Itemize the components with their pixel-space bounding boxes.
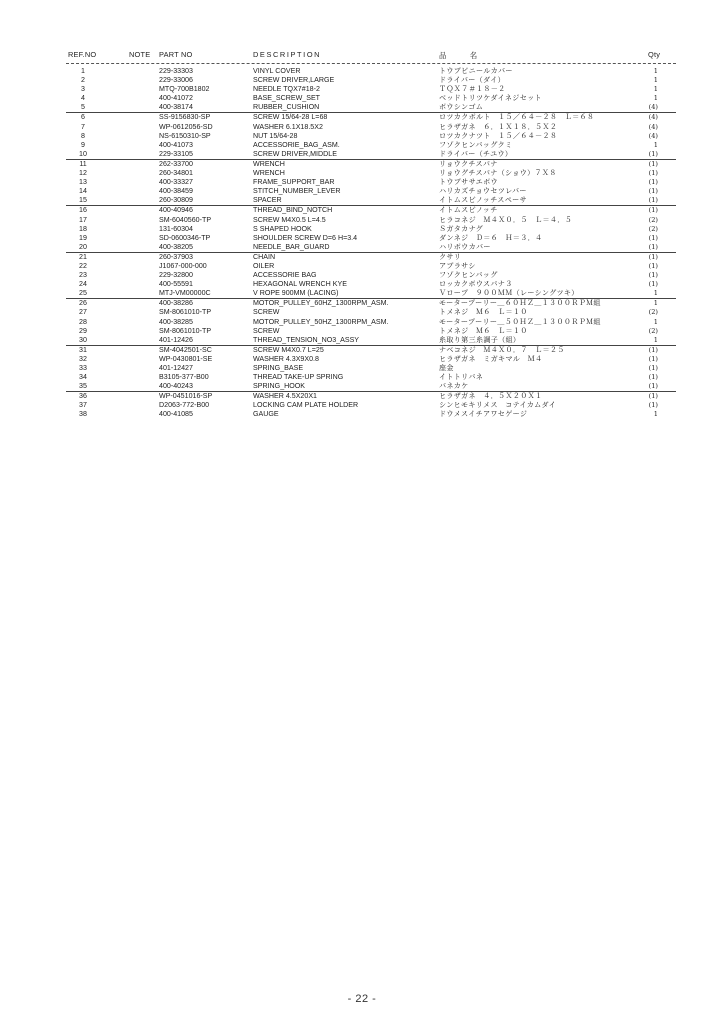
japanese-name-cell: イトムスビノッチ — [439, 206, 498, 215]
part-no-cell: WP-0451016-SP — [159, 392, 213, 401]
part-no-cell: 260-34801 — [159, 169, 193, 178]
ref-no-cell: 8 — [81, 131, 85, 140]
table-row — [0, 103, 724, 112]
ref-no-cell: 35 — [79, 382, 87, 391]
table-row — [0, 169, 724, 178]
table-row — [66, 159, 676, 169]
qty-cell: 1 — [653, 289, 658, 298]
qty-cell: 1 — [653, 76, 658, 85]
description-cell: LOCKING CAM PLATE HOLDER — [253, 401, 359, 410]
japanese-name-cell: ＴＱＸ７＃１８－２ — [439, 85, 506, 94]
qty-cell: (2) — [648, 215, 658, 224]
table-row — [0, 94, 724, 103]
japanese-name-cell: ヒラザガネ ミガキマル Ｍ４ — [439, 354, 543, 363]
table-row — [0, 196, 724, 205]
table-row — [0, 187, 724, 196]
ref-no-cell: 4 — [81, 94, 85, 103]
description-cell: THREAD TAKE-UP SPRING — [253, 373, 344, 382]
qty-cell: 1 — [653, 335, 658, 344]
japanese-name-cell: ナベコネジ Ｍ４Ｘ０．７ Ｌ＝２５ — [439, 345, 565, 354]
description-cell: SCREW 15/64-28 L=68 — [253, 113, 328, 122]
japanese-name-cell: ボウシンゴム — [439, 103, 484, 112]
description-cell: ACCESSORIE_BAG_ASM. — [253, 140, 340, 149]
japanese-name-cell: リョウグチスパナ（ショウ）７Ｘ８ — [439, 169, 557, 178]
ref-no-cell: 36 — [79, 392, 87, 401]
table-row — [66, 345, 676, 355]
japanese-name-cell: トウブビニールカバー — [439, 67, 513, 75]
japanese-name-cell: モータープーリー＿５０ＨＺ＿１３００ＲＰＭ組 — [439, 317, 601, 326]
ref-no-cell: 31 — [79, 345, 87, 354]
japanese-name-cell: Ｖロープ ９００ＭＭ（レーシングツキ） — [439, 289, 579, 298]
qty-cell: (2) — [648, 224, 658, 233]
japanese-name-cell: ハリカズチョウセツレバー — [439, 187, 527, 196]
ref-no-cell: 27 — [79, 308, 87, 317]
header-qty: Qty — [648, 50, 661, 59]
qty-cell: (1) — [648, 159, 658, 168]
japanese-name-cell: 座金 — [439, 364, 454, 372]
japanese-name-cell: イトムスビノッチスペーサ — [439, 196, 527, 205]
ref-no-cell: 24 — [79, 280, 87, 289]
qty-cell: (1) — [648, 252, 658, 261]
description-cell: SCREW — [253, 326, 280, 335]
part-no-cell: NS-6150310-SP — [159, 131, 211, 140]
description-cell: THREAD_TENSION_NO3_ASSY — [253, 335, 360, 344]
description-cell: WASHER 6.1X18.5X2 — [253, 122, 323, 131]
qty-cell: (1) — [648, 233, 658, 242]
header-ref-no: REF.NO — [68, 50, 97, 59]
ref-no-cell: 1 — [81, 67, 85, 75]
description-cell: HEXAGONAL WRENCH KYE — [253, 280, 347, 289]
table-row — [0, 262, 724, 271]
part-no-cell: 400-38205 — [159, 242, 193, 251]
qty-cell: (1) — [648, 169, 658, 178]
ref-no-cell: 3 — [81, 85, 85, 94]
part-no-cell: 400-40946 — [159, 206, 193, 215]
part-no-cell: 400-41073 — [159, 140, 193, 149]
header-divider — [66, 63, 676, 64]
table-row — [0, 132, 724, 141]
table-row — [0, 123, 724, 132]
table-row — [0, 150, 724, 159]
part-no-cell: 400-38459 — [159, 187, 193, 196]
part-no-cell: 260-37903 — [159, 252, 193, 261]
part-no-cell: SM-8061010-TP — [159, 326, 212, 335]
part-no-cell: 229-32800 — [159, 271, 193, 280]
description-cell: WASHER 4.5X20X1 — [253, 392, 318, 401]
table-header — [0, 50, 724, 62]
ref-no-cell: 34 — [79, 373, 87, 382]
qty-cell: (1) — [648, 196, 658, 205]
part-no-cell: 400-40243 — [159, 382, 193, 391]
japanese-name-cell: ヒラザガネ ６．１Ｘ１８．５Ｘ２ — [439, 122, 558, 131]
ref-no-cell: 23 — [79, 271, 87, 280]
qty-cell: (1) — [648, 178, 658, 187]
japanese-name-cell: ダンネジ Ｄ＝６ Ｈ＝３．４ — [439, 233, 543, 242]
qty-cell: (1) — [648, 261, 658, 270]
table-row — [0, 364, 724, 373]
qty-cell: (4) — [648, 122, 658, 131]
part-no-cell: SM-6040560-TP — [159, 215, 212, 224]
description-cell: SPRING_BASE — [253, 364, 304, 372]
table-row — [0, 373, 724, 382]
part-no-cell: 229-33105 — [159, 149, 193, 158]
part-no-cell: 400-38174 — [159, 103, 193, 112]
qty-cell: 1 — [653, 299, 658, 308]
qty-cell: (1) — [648, 206, 658, 215]
part-no-cell: 229-33303 — [159, 67, 193, 75]
ref-no-cell: 9 — [81, 140, 85, 149]
japanese-name-cell: フゾクヒンバッグ — [439, 271, 498, 280]
japanese-name-cell: イトトリバネ — [439, 373, 484, 382]
header-part-no: PART NO — [159, 50, 193, 59]
description-cell: WRENCH — [253, 159, 285, 168]
qty-cell: (1) — [648, 364, 658, 372]
qty-cell: 1 — [653, 85, 658, 94]
table-row — [0, 336, 724, 345]
description-cell: ACCESSORIE BAG — [253, 271, 317, 280]
japanese-name-cell: ロツカクナツト １５／６４－２８ — [439, 131, 558, 140]
japanese-name-cell: ハリボウカバー — [439, 242, 491, 251]
japanese-name-cell: モータープーリー＿６０ＨＺ＿１３００ＲＰＭ組 — [439, 299, 601, 308]
table-row — [0, 225, 724, 234]
ref-no-cell: 6 — [81, 113, 85, 122]
table-row — [0, 67, 724, 76]
part-no-cell: 400-55591 — [159, 280, 193, 289]
header-description: DESCRIPTION — [253, 50, 322, 59]
table-row — [66, 298, 676, 308]
table-row — [0, 234, 724, 243]
ref-no-cell: 20 — [79, 242, 87, 251]
ref-no-cell: 18 — [79, 224, 87, 233]
description-cell: SCREW DRIVER,MIDDLE — [253, 149, 337, 158]
ref-no-cell: 21 — [79, 252, 87, 261]
description-cell: SPACER — [253, 196, 282, 205]
part-no-cell: 400-33327 — [159, 178, 193, 187]
ref-no-cell: 38 — [79, 410, 87, 419]
table-row — [0, 76, 724, 85]
japanese-name-cell: トメネジ Ｍ６ Ｌ＝１０ — [439, 308, 528, 317]
description-cell: MOTOR_PULLEY_60HZ_1300RPM_ASM. — [253, 299, 389, 308]
ref-no-cell: 17 — [79, 215, 87, 224]
table-row — [0, 178, 724, 187]
description-cell: WRENCH — [253, 169, 285, 178]
ref-no-cell: 25 — [79, 289, 87, 298]
description-cell: VINYL COVER — [253, 67, 301, 75]
description-cell: NUT 15/64-28 — [253, 131, 298, 140]
part-no-cell: SD-0600346-TP — [159, 233, 211, 242]
ref-no-cell: 37 — [79, 401, 87, 410]
description-cell: STITCH_NUMBER_LEVER — [253, 187, 341, 196]
japanese-name-cell: Ｓガタカナグ — [439, 224, 484, 233]
qty-cell: (4) — [648, 131, 658, 140]
japanese-name-cell: トメネジ Ｍ６ Ｌ＝１０ — [439, 326, 528, 335]
japanese-name-cell: ベッドトリツケダイネジセット — [439, 94, 542, 103]
part-no-cell: 262-33700 — [159, 159, 193, 168]
qty-cell: 1 — [653, 140, 658, 149]
description-cell: NEEDLE_BAR_GUARD — [253, 242, 330, 251]
ref-no-cell: 22 — [79, 261, 87, 270]
description-cell: S SHAPED HOOK — [253, 224, 312, 233]
qty-cell: (1) — [648, 354, 658, 363]
table-row — [0, 85, 724, 94]
part-no-cell: D2063-772-B00 — [159, 401, 210, 410]
description-cell: SCREW — [253, 308, 280, 317]
qty-cell: 1 — [653, 94, 658, 103]
description-cell: SCREW M4X0.5 L=4.5 — [253, 215, 326, 224]
qty-cell: (1) — [648, 187, 658, 196]
table-row — [0, 401, 724, 410]
japanese-name-cell: アブラサシ — [439, 261, 476, 270]
qty-cell: 1 — [653, 410, 658, 419]
part-no-cell: 400-38285 — [159, 317, 193, 326]
ref-no-cell: 29 — [79, 326, 87, 335]
ref-no-cell: 13 — [79, 178, 87, 187]
japanese-name-cell: ヒラコネジ Ｍ４Ｘ０．５ Ｌ＝４．５ — [439, 215, 573, 224]
parts-table-body — [0, 67, 724, 420]
ref-no-cell: 32 — [79, 354, 87, 363]
ref-no-cell: 28 — [79, 317, 87, 326]
part-no-cell: J1067-000-000 — [159, 261, 207, 270]
qty-cell: (4) — [648, 113, 658, 122]
table-row — [66, 252, 676, 262]
ref-no-cell: 12 — [79, 169, 87, 178]
description-cell: SCREW M4X0.7 L=25 — [253, 345, 324, 354]
qty-cell: (1) — [648, 271, 658, 280]
japanese-name-cell: 糸取り第三糸調子（組） — [439, 335, 521, 344]
table-row — [66, 391, 676, 401]
table-row — [0, 289, 724, 298]
japanese-name-cell: ヒラザガネ ４．５Ｘ２０Ｘ１ — [439, 392, 543, 401]
qty-cell: (1) — [648, 392, 658, 401]
ref-no-cell: 16 — [79, 206, 87, 215]
ref-no-cell: 10 — [79, 149, 87, 158]
table-row — [0, 308, 724, 317]
description-cell: MOTOR_PULLEY_50HZ_1300RPM_ASM. — [253, 317, 389, 326]
japanese-name-cell: シンヒモキリメス コテイカムダイ — [439, 401, 557, 410]
part-no-cell: MTJ-VM00000C — [159, 289, 211, 298]
japanese-name-cell: トウブササエボウ — [439, 178, 498, 187]
part-no-cell: SM-4042501-SC — [159, 345, 212, 354]
ref-no-cell: 15 — [79, 196, 87, 205]
description-cell: SHOULDER SCREW D=6 H=3.4 — [253, 233, 358, 242]
part-no-cell: SM-8061010-TP — [159, 308, 212, 317]
table-row — [66, 112, 676, 122]
description-cell: BASE_SCREW_SET — [253, 94, 321, 103]
part-no-cell: 401-12427 — [159, 364, 193, 372]
ref-no-cell: 11 — [79, 159, 87, 168]
qty-cell: (1) — [648, 401, 658, 410]
ref-no-cell: 14 — [79, 187, 87, 196]
table-row — [0, 141, 724, 150]
qty-cell: (4) — [648, 103, 658, 112]
qty-cell: (2) — [648, 326, 658, 335]
page-number: - 22 - — [347, 993, 377, 1005]
qty-cell: 1 — [653, 317, 658, 326]
japanese-name-cell: リョウクチスパナ — [439, 159, 498, 168]
table-row — [0, 280, 724, 289]
japanese-name-cell: ドライバー（ダイ） — [439, 76, 506, 85]
part-no-cell: 131-60304 — [159, 224, 193, 233]
qty-cell: (1) — [648, 242, 658, 251]
qty-cell: (1) — [648, 149, 658, 158]
ref-no-cell: 30 — [79, 335, 87, 344]
table-row — [0, 318, 724, 327]
table-row — [0, 382, 724, 391]
part-no-cell: 229-33006 — [159, 76, 193, 85]
qty-cell: (1) — [648, 345, 658, 354]
table-row — [0, 243, 724, 252]
description-cell: GAUGE — [253, 410, 279, 419]
part-no-cell: 400-38286 — [159, 299, 193, 308]
table-row — [0, 327, 724, 336]
part-no-cell: SS-9156830-SP — [159, 113, 211, 122]
japanese-name-cell: ロツカクボルト １５／６４－２８ Ｌ＝６８ — [439, 113, 595, 122]
description-cell: OILER — [253, 261, 275, 270]
japanese-name-cell: ロッカクボウスパナ３ — [439, 280, 513, 289]
description-cell: NEEDLE TQX7#18-2 — [253, 85, 320, 94]
table-row — [0, 355, 724, 364]
description-cell: V ROPE 900MM (LACING) — [253, 289, 339, 298]
ref-no-cell: 5 — [81, 103, 85, 112]
description-cell: FRAME_SUPPORT_BAR — [253, 178, 335, 187]
japanese-name-cell: フゾクヒンバッグクミ — [439, 140, 513, 149]
description-cell: THREAD_BIND_NOTCH — [253, 206, 333, 215]
ref-no-cell: 33 — [79, 364, 87, 372]
part-no-cell: 401-12426 — [159, 335, 193, 344]
japanese-name-cell: ドウメスイチアワセゲージ — [439, 410, 528, 419]
part-no-cell: WP-0612056-SD — [159, 122, 213, 131]
qty-cell: (1) — [648, 373, 658, 382]
ref-no-cell: 19 — [79, 233, 87, 242]
ref-no-cell: 7 — [81, 122, 85, 131]
description-cell: CHAIN — [253, 252, 276, 261]
part-no-cell: 260-30809 — [159, 196, 193, 205]
ref-no-cell: 26 — [79, 299, 87, 308]
qty-cell: 1 — [653, 67, 658, 75]
description-cell: SPRING_HOOK — [253, 382, 306, 391]
part-no-cell: WP-0430801-SE — [159, 354, 213, 363]
part-no-cell: 400-41085 — [159, 410, 193, 419]
ref-no-cell: 2 — [81, 76, 85, 85]
part-no-cell: MTQ-700B1802 — [159, 85, 210, 94]
description-cell: RUBBER_CUSHION — [253, 103, 320, 112]
description-cell: WASHER 4.3X9X0.8 — [253, 354, 319, 363]
header-note: NOTE — [129, 50, 151, 59]
description-cell: SCREW DRIVER,LARGE — [253, 76, 335, 85]
qty-cell: (1) — [648, 382, 658, 391]
part-no-cell: 400-41072 — [159, 94, 193, 103]
table-row — [0, 216, 724, 225]
part-no-cell: B3105-377-B00 — [159, 373, 209, 382]
table-row — [66, 205, 676, 215]
japanese-name-cell: バネカケ — [439, 382, 469, 391]
table-row — [0, 410, 724, 419]
qty-cell: (1) — [648, 280, 658, 289]
qty-cell: (2) — [648, 308, 658, 317]
header-japanese-name: 品 名 — [439, 51, 486, 60]
japanese-name-cell: クサリ — [439, 252, 462, 261]
japanese-name-cell: ドライバー（チユウ） — [439, 149, 513, 158]
table-row — [0, 271, 724, 280]
